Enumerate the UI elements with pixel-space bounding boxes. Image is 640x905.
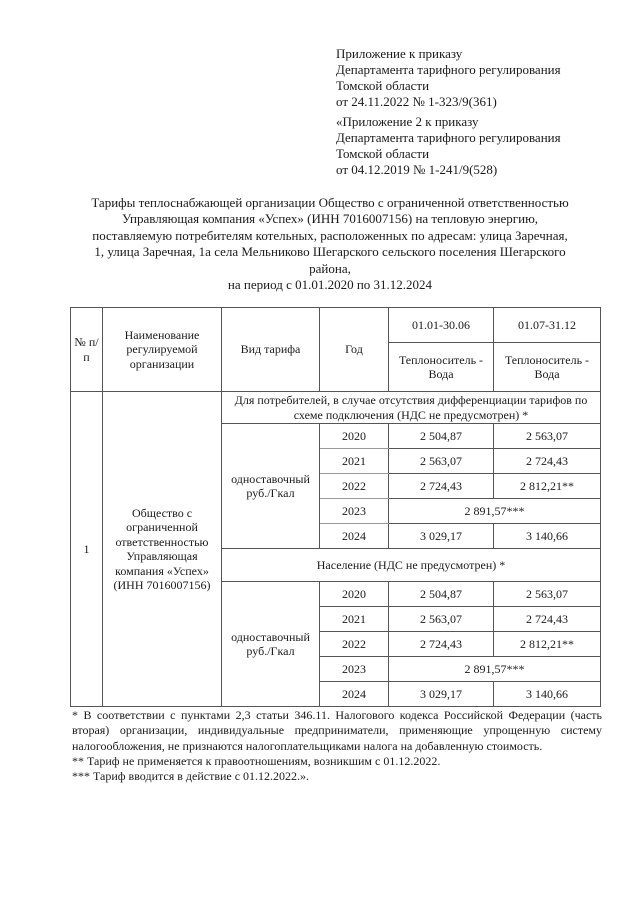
tariff-type: одноставочный руб./Гкал [222, 582, 320, 707]
value-h2: 3 140,66 [494, 682, 601, 707]
document-title [62, 195, 598, 293]
year-cell: 2024 [320, 682, 389, 707]
title-line: поставляемую потребителям котельных, расположенных по адресам: улица Заречная, [92, 227, 568, 243]
title-line: Управляющая компания «Успех» (ИНН 7016007156) на тепловую энергию, [121, 211, 539, 227]
value-merged: 2 891,57*** [389, 657, 601, 682]
year-cell: 2022 [320, 632, 389, 657]
year-cell: 2020 [320, 424, 389, 449]
value-h2: 2 724,43 [494, 449, 601, 474]
value-h1: 3 029,17 [389, 524, 494, 549]
footnote-3: *** Тариф вводится в действие с 01.12.2022.». [72, 769, 310, 784]
org-name: Общество с ограниченной ответственностью Управляющая компания «Успех» (ИНН 7016007156) [103, 392, 222, 707]
appendix-line: Томской области [336, 78, 430, 93]
appendix-line: от 04.12.2019 № 1-241/9(528) [336, 162, 498, 177]
section-row [71, 392, 601, 424]
year-cell: 2021 [320, 449, 389, 474]
value-h2: 2 812,21** [494, 474, 601, 499]
header-period-1: 01.01-30.06 [389, 308, 494, 343]
value-h2: 2 812,21** [494, 632, 601, 657]
year-cell: 2022 [320, 474, 389, 499]
value-h1: 2 724,43 [389, 474, 494, 499]
year-cell: 2023 [320, 657, 389, 682]
appendix-line: Департамента тарифного регулирования [336, 130, 561, 145]
appendix-line: Приложение к приказу [336, 46, 463, 61]
header-carrier-2: Теплоноситель - Вода [494, 343, 601, 392]
value-merged: 2 891,57*** [389, 499, 601, 524]
header-org: Наименование регулируемой организации [103, 308, 222, 392]
value-h1: 2 724,43 [389, 632, 494, 657]
row-number: 1 [71, 392, 103, 707]
tariff-table [70, 307, 601, 707]
value-h1: 2 504,87 [389, 424, 494, 449]
value-h1: 3 029,17 [389, 682, 494, 707]
appendix-line: Томской области [336, 146, 430, 161]
appendix-line: от 24.11.2022 № 1-323/9(361) [336, 94, 497, 109]
value-h2: 2 724,43 [494, 607, 601, 632]
title-line: 1, улица Заречная, 1а села Мельниково Шегарского сельского поселения Шегарского [94, 244, 566, 260]
header-num: № п/п [71, 308, 103, 392]
value-h2: 3 140,66 [494, 524, 601, 549]
section-label: Население (НДС не предусмотрен) * [222, 549, 601, 582]
footnote-2: ** Тариф не применяется к правоотношениям, возникшим с 01.12.2022. [72, 753, 441, 768]
header-tariff-type: Вид тарифа [222, 308, 320, 392]
year-cell: 2020 [320, 582, 389, 607]
year-cell: 2023 [320, 499, 389, 524]
title-line: района, [309, 260, 351, 276]
appendix-line: Департамента тарифного регулирования [336, 62, 561, 77]
year-cell: 2024 [320, 524, 389, 549]
value-h2: 2 563,07 [494, 424, 601, 449]
appendix-line: «Приложение 2 к приказу [336, 114, 479, 129]
year-cell: 2021 [320, 607, 389, 632]
value-h2: 2 563,07 [494, 582, 601, 607]
appendix-header [336, 46, 626, 178]
footnote-1: * В соответствии с пунктами 2,3 статьи 346.11. Налогового кодекса Российской Федерации (часть вторая) организации, индивидуальные предприниматели, применяющие упрощенную систему налогообложения, не признаются налогоплательщиками налога на добавленную стоимость. [72, 708, 602, 753]
value-h1: 2 563,07 [389, 449, 494, 474]
section-label: Для потребителей, в случае отсутствия дифференциации тарифов по схеме подключения (НДС не предусмотрен) * [222, 392, 601, 424]
footnotes [72, 708, 602, 784]
value-h1: 2 563,07 [389, 607, 494, 632]
header-carrier-1: Теплоноситель - Вода [389, 343, 494, 392]
tariff-type: одноставочный руб./Гкал [222, 424, 320, 549]
header-period-2: 01.07-31.12 [494, 308, 601, 343]
header-row [71, 308, 601, 343]
title-line: на период с 01.01.2020 по 31.12.2024 [227, 277, 433, 293]
title-line: Тарифы теплоснабжающей организации Общество с ограниченной ответственностью [91, 195, 569, 210]
value-h1: 2 504,87 [389, 582, 494, 607]
header-year: Год [320, 308, 389, 392]
